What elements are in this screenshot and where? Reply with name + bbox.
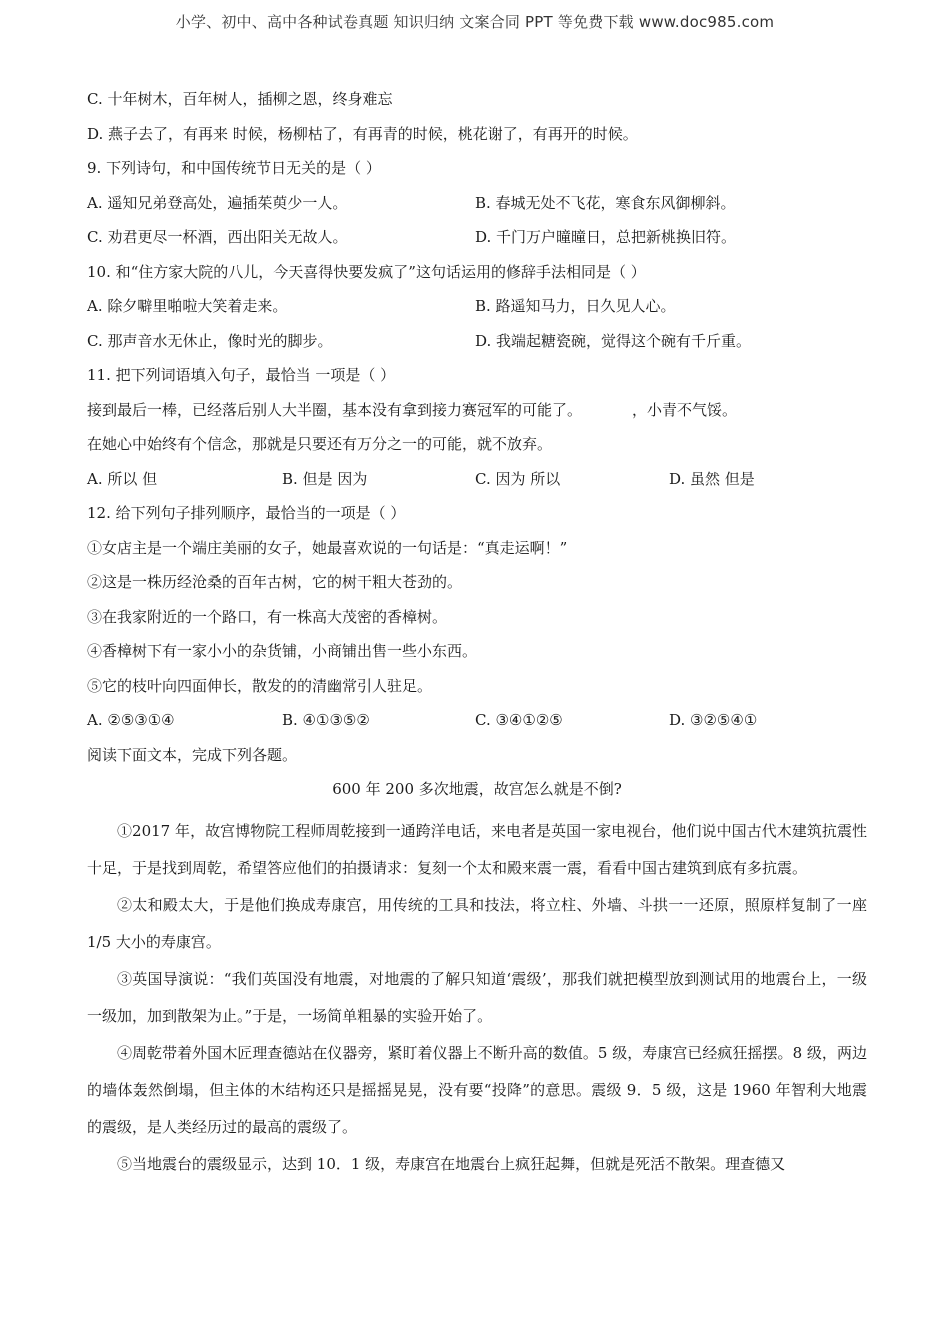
q11-option-c: C. 因为 所以 — [475, 469, 561, 488]
q12-option-b: B. ④①③⑤② — [282, 711, 370, 729]
q10-option-d: D. 我端起糖瓷碗，觉得这个碗有千斤重。 — [475, 331, 752, 350]
q8-option-d: D. 燕子去了，有再来 时候，杨柳枯了，有再青的时候，桃花谢了，有再开的时候。 — [87, 124, 638, 143]
reading-intro: 阅读下面文本，完成下列各题。 — [87, 745, 298, 764]
q11-sentence-2: 在她心中始终有个信念，那就是只要还有万分之一的可能，就不放弃。 — [87, 435, 553, 453]
q12-option-a: A. ②⑤③①④ — [87, 711, 175, 729]
q9-option-c: C. 劝君更尽一杯酒，西出阳关无故人。 — [87, 228, 348, 246]
reading-paragraph-4: ④周乾带着外国木匠理查德站在仪器旁，紧盯着仪器上不断升高的数值。5 级，寿康宫已经疯狂摇摆。8 级，两边的墙体轰然倒塌，但主体的木结构还只是摇摇晃晃，没有要“投降”的意思。震级 9．5 级，这是 1960 年智利大地震的震级，是人类经历过的最高的震级了。 — [87, 1043, 867, 1136]
q9-option-d: D. 千门万户曈曈日，总把新桃换旧符。 — [475, 228, 737, 246]
q10-options-row-1 — [87, 295, 867, 330]
q11-sentence-1 — [87, 399, 867, 434]
q12-sentence-5: ⑤它的枝叶向四面伸长，散发的的清幽常引人驻足。 — [87, 676, 433, 695]
q11-sentence-1-part-a: 接到最后一棒，已经落后别人大半圈，基本没有拿到接力赛冠军的可能了。 — [87, 400, 583, 419]
reading-paragraph-3: ③英国导演说：“我们英国没有地震，对地震的了解只知道‘震级’，那我们就把模型放到测试用的地震台上，一级一级加，加到散架为止。”于是，一场简单粗暴的实验开始了。 — [87, 969, 867, 1025]
q11-option-a: A. 所以 但 — [87, 469, 158, 488]
q12-sentence-2: ②这是一株历经沧桑的百年古树，它的树干粗大苍劲的。 — [87, 573, 463, 591]
q12-sentence-1: ①女店主是一个端庄美丽的女子，她最喜欢说的一句话是：“真走运啊！” — [87, 538, 568, 557]
q10-options-row-2 — [87, 330, 867, 365]
q12-stem: 12. 给下列句子排列顺序，最恰当的一项是（ ） — [87, 504, 406, 522]
q10-option-c: C. 那声音水无休止，像时光的脚步。 — [87, 331, 333, 350]
q12-option-c: C. ③④①②⑤ — [475, 711, 563, 729]
q11-option-b: B. 但是 因为 — [282, 469, 368, 488]
q9-option-b: B. 春城无处不飞花，寒食东风御柳斜。 — [475, 193, 736, 212]
q11-options-row — [87, 468, 867, 503]
q11-sentence-1-part-b: ，小青不气馁。 — [632, 400, 738, 419]
q8-option-c: C. 十年树木，百年树人，插柳之恩，终身难忘 — [87, 90, 393, 108]
q9-options-row-2 — [87, 226, 867, 261]
q11-stem: 11. 把下列词语填入句子，最恰当 一项是（ ） — [87, 366, 396, 384]
document-body — [87, 88, 867, 1183]
q12-option-d: D. ③②⑤④① — [669, 711, 758, 729]
q9-stem: 9. 下列诗句，和中国传统节日无关的是（ ） — [87, 159, 381, 177]
reading-paragraph-1: ①2017 年，故宫博物院工程师周乾接到一通跨洋电话，来电者是英国一家电视台，他们说中国古代木建筑抗震性十足，于是找到周乾，希望答应他们的拍摄请求：复刻一个太和殿来震一震，看看中国古建筑到底有多抗震。 — [87, 821, 867, 877]
q9-options-row-1 — [87, 192, 867, 227]
q9-option-a: A. 遥知兄弟登高处，遍插茱萸少一人。 — [87, 193, 348, 212]
q12-options-row — [87, 709, 867, 744]
reading-paragraph-5: ⑤当地震台的震级显示，达到 10．1 级，寿康宫在地震台上疯狂起舞，但就是死活不散架。理查德又 — [117, 1154, 786, 1173]
page-header-banner: 小学、初中、高中各种试卷真题 知识归纳 文案合同 PPT 等免费下载 www.doc985.com — [175, 13, 775, 31]
q11-option-d: D. 虽然 但是 — [669, 469, 755, 488]
q10-stem: 10. 和“住方家大院的八儿，今天喜得快要发疯了”这句话运用的修辞手法相同是（ ） — [87, 262, 646, 281]
q10-option-b: B. 路遥知马力，日久见人心。 — [475, 297, 676, 315]
q12-sentence-3: ③在我家附近的一个路口，有一株高大茂密的香樟树。 — [87, 607, 448, 626]
reading-paragraph-2: ②太和殿太大，于是他们换成寿康宫，用传统的工具和技法，将立柱、外墙、斗拱一一还原，照原样复制了一座 1/5 大小的寿康宫。 — [87, 895, 867, 951]
q12-sentence-4: ④香樟树下有一家小小的杂货铺，小商铺出售一些小东西。 — [87, 642, 478, 660]
reading-title: 600 年 200 多次地震，故宫怎么就是不倒? — [332, 780, 622, 798]
q10-option-a: A. 除夕噼里啪啦大笑着走来。 — [87, 297, 288, 315]
